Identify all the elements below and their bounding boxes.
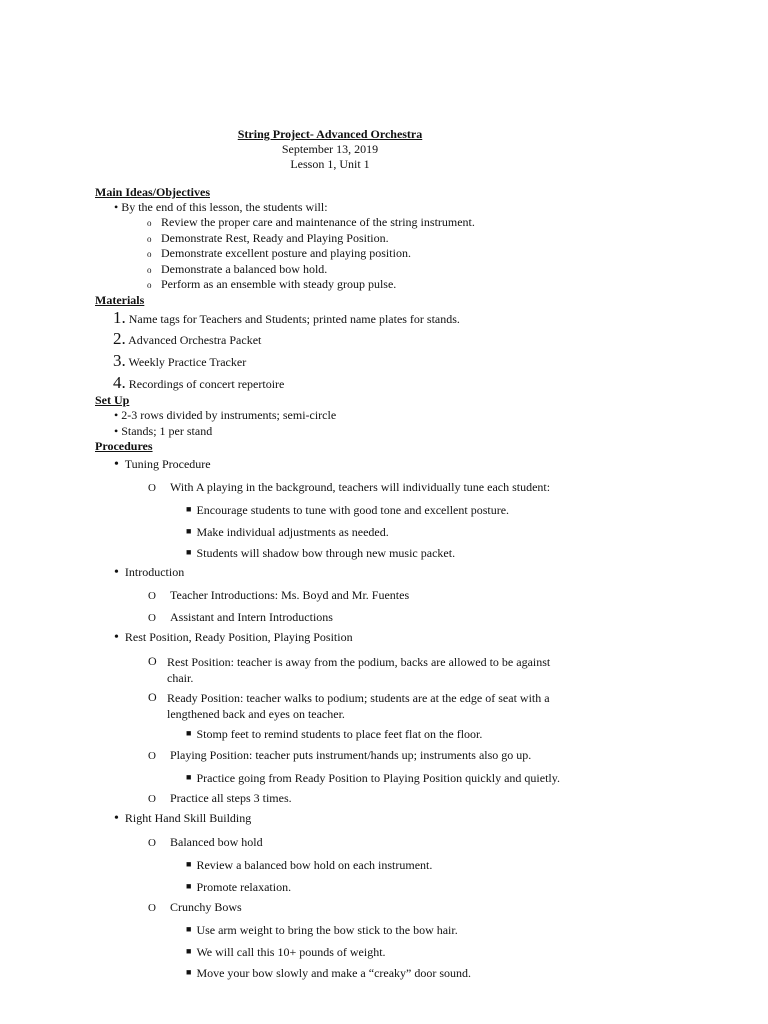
procedure-subsub <box>186 503 509 519</box>
bullet-icon: • <box>114 630 119 645</box>
procedure-subsub-text: Use arm weight to bring the bow stick to the bow hair. <box>196 923 458 937</box>
ready-position-text: Ready Position: teacher walks to podium; students are at the edge of seat with a lengthened back and eyes on teacher. <box>167 691 550 721</box>
circle-bullet-icon: o <box>147 218 152 228</box>
setup-text: 2-3 rows divided by instruments; semi-circle <box>121 408 337 422</box>
square-bullet-icon: ■ <box>186 859 192 869</box>
material-number: 4. <box>113 373 126 392</box>
material-text: Weekly Practice Tracker <box>128 355 247 369</box>
lesson-date: September 13, 2019 <box>281 142 379 156</box>
procedure-subsub <box>186 727 482 743</box>
square-bullet-icon: ■ <box>186 946 192 956</box>
material-text: Advanced Orchestra Packet <box>128 333 262 347</box>
circle-bullet-icon: O <box>148 654 157 668</box>
bullet-icon: • <box>114 424 119 438</box>
page-title: String Project- Advanced Orchestra <box>237 127 423 141</box>
procedure-subsub-text: Stomp feet to remind students to place feet flat on the floor. <box>196 727 483 741</box>
procedure-subsub-text: Encourage students to tune with good tone and excellent posture. <box>196 503 510 517</box>
procedure-subsub <box>186 945 386 961</box>
material-text: Recordings of concert repertoire <box>128 377 285 391</box>
procedure-subsub-text: Practice going from Ready Position to Playing Position quickly and quietly. <box>196 771 560 785</box>
objective-text: Demonstrate a balanced bow hold. <box>161 262 328 276</box>
circle-bullet-icon: O <box>148 690 157 704</box>
material-item <box>113 353 246 370</box>
circle-bullet-icon: o <box>147 265 152 275</box>
procedure-sub <box>148 748 531 764</box>
procedures-heading: Procedures <box>95 439 153 453</box>
procedure-subsub <box>186 880 291 896</box>
procedure-sub-text: Practice all steps 3 times. <box>170 791 292 805</box>
procedure-label: Introduction <box>124 565 185 579</box>
square-bullet-icon: ■ <box>186 881 192 891</box>
material-item <box>113 331 261 348</box>
setup-item <box>114 408 336 423</box>
circle-bullet-icon: O <box>148 793 156 805</box>
procedure-sub-text: With A playing in the background, teachers will individually tune each student: <box>170 480 551 494</box>
material-item <box>113 375 284 392</box>
procedure-sub-text: Crunchy Bows <box>170 900 242 914</box>
materials-heading: Materials <box>95 293 145 307</box>
procedure-label: Right Hand Skill Building <box>124 811 252 825</box>
lesson-unit: Lesson 1, Unit 1 <box>290 157 370 171</box>
procedure-subsub <box>186 858 432 874</box>
procedure-subsub-text: Promote relaxation. <box>196 880 292 894</box>
bullet-icon: • <box>114 200 119 214</box>
square-bullet-icon: ■ <box>186 728 192 738</box>
procedure-item <box>114 457 211 472</box>
procedure-sub-text: Playing Position: teacher puts instrument/hands up; instruments also go up. <box>170 748 532 762</box>
procedure-item <box>114 630 353 645</box>
objective-item <box>147 231 389 247</box>
procedure-subsub-text: Move your bow slowly and make a “creaky” door sound. <box>196 966 472 980</box>
circle-bullet-icon: o <box>147 249 152 259</box>
procedure-subsub-text: We will call this 10+ pounds of weight. <box>196 945 386 959</box>
setup-text: Stands; 1 per stand <box>121 424 213 438</box>
objective-item <box>147 262 327 278</box>
bullet-icon: • <box>114 811 119 826</box>
rest-position-text: Rest Position: teacher is away from the podium, backs are allowed to be against chair. <box>167 655 551 685</box>
bullet-icon: • <box>114 457 119 472</box>
procedure-sub-text: Assistant and Intern Introductions <box>170 610 333 624</box>
procedure-subsub <box>186 771 560 787</box>
procedure-sub <box>148 900 242 916</box>
objectives-intro <box>114 200 328 215</box>
circle-bullet-icon: O <box>148 750 156 762</box>
material-number: 2. <box>113 329 126 348</box>
procedure-subsub-text: Students will shadow bow through new music packet. <box>196 546 456 560</box>
circle-bullet-icon: O <box>148 482 156 494</box>
objective-text: Review the proper care and maintenance of the string instrument. <box>161 215 475 229</box>
circle-bullet-icon: o <box>147 280 152 290</box>
procedure-sub <box>148 835 263 851</box>
material-number: 3. <box>113 351 126 370</box>
square-bullet-icon: ■ <box>186 967 192 977</box>
objective-text: Perform as an ensemble with steady group pulse. <box>161 277 397 291</box>
square-bullet-icon: ■ <box>186 924 192 934</box>
procedure-label: Rest Position, Ready Position, Playing Position <box>124 630 353 644</box>
objective-text: Demonstrate excellent posture and playing position. <box>161 246 411 260</box>
objective-item <box>147 277 396 293</box>
circle-bullet-icon: o <box>147 234 152 244</box>
procedure-label: Tuning Procedure <box>124 457 211 471</box>
setup-item <box>114 424 212 439</box>
setup-heading: Set Up <box>95 393 130 407</box>
objective-item <box>147 215 475 231</box>
procedure-sub <box>148 610 333 626</box>
objective-item <box>147 246 411 262</box>
circle-bullet-icon: O <box>148 590 156 602</box>
procedure-item <box>114 811 251 826</box>
bullet-icon: • <box>114 565 119 580</box>
procedure-subsub <box>186 923 458 939</box>
circle-bullet-icon: O <box>148 612 156 624</box>
procedure-subsub-text: Make individual adjustments as needed. <box>196 525 389 539</box>
material-item <box>113 310 460 327</box>
procedure-subsub <box>186 525 389 541</box>
circle-bullet-icon: O <box>148 902 156 914</box>
square-bullet-icon: ■ <box>186 547 192 557</box>
procedure-sub <box>148 480 550 496</box>
square-bullet-icon: ■ <box>186 526 192 536</box>
procedure-subsub-text: Review a balanced bow hold on each instrument. <box>196 858 433 872</box>
objectives-intro-text: By the end of this lesson, the students will: <box>121 200 328 214</box>
material-text: Name tags for Teachers and Students; printed name plates for stands. <box>128 312 460 326</box>
objective-text: Demonstrate Rest, Ready and Playing Position. <box>161 231 389 245</box>
procedure-sub-text: Teacher Introductions: Ms. Boyd and Mr. Fuentes <box>170 588 410 602</box>
procedure-sub-text: Balanced bow hold <box>170 835 263 849</box>
objectives-heading: Main Ideas/Objectives <box>95 185 210 199</box>
bullet-icon: • <box>114 408 119 422</box>
square-bullet-icon: ■ <box>186 772 192 782</box>
procedure-item <box>114 565 184 580</box>
procedure-subsub <box>186 966 471 982</box>
procedure-subsub <box>186 546 455 562</box>
material-number: 1. <box>113 308 126 327</box>
circle-bullet-icon: O <box>148 837 156 849</box>
procedure-sub <box>148 588 409 604</box>
procedure-sub <box>148 791 292 807</box>
square-bullet-icon: ■ <box>186 504 192 514</box>
